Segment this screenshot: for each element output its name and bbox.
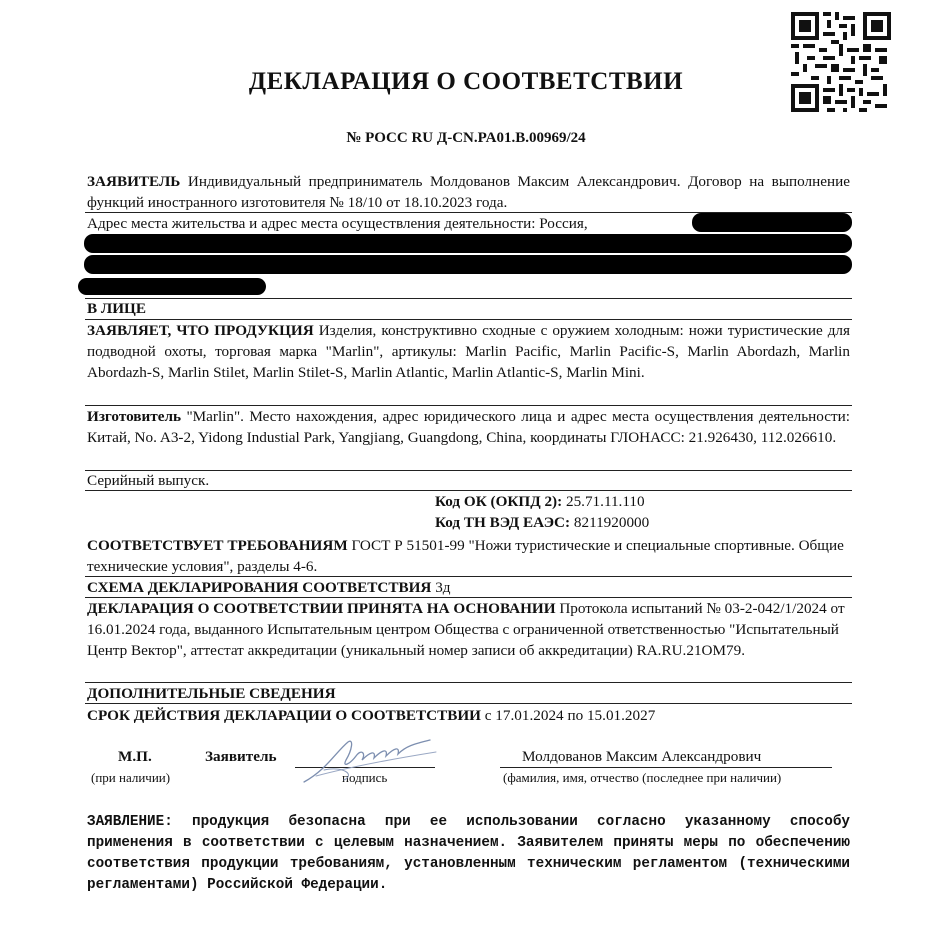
signature-caption: подпись	[342, 770, 388, 785]
okpd-code	[435, 491, 645, 512]
seal-label: М.П.	[118, 748, 152, 765]
name-caption: (фамилия, имя, отчество (последнее при наличии)	[503, 770, 782, 785]
document-title: ДЕКЛАРАЦИЯ О СООТВЕТСТВИИ	[248, 68, 684, 95]
basis-label: ДЕКЛАРАЦИЯ О СООТВЕТСТВИИ ПРИНЯТА НА ОСНОВАНИИ	[87, 600, 556, 617]
applicant-signature-label: Заявитель	[205, 748, 277, 765]
applicant-address: Адрес места жительства и адрес места осуществления деятельности: Россия,	[87, 215, 588, 232]
manufacturer-label: Изготовитель	[87, 408, 182, 425]
applicant-text: Индивидуальный предприниматель Молдованов Максим Александрович. Договор на выполнение функций иностранного изготовителя № 18/10 от 18.10.2023 года.	[87, 173, 851, 211]
requirements-label: СООТВЕТСТВУЕТ ТРЕБОВАНИЯМ	[87, 537, 348, 554]
product-label: ЗАЯВЛЯЕТ, ЧТО ПРОДУКЦИЯ	[87, 322, 314, 339]
name-line	[500, 767, 832, 768]
scheme-value: 3д	[435, 579, 451, 596]
redaction-bar	[84, 234, 852, 253]
applicant-section	[87, 171, 850, 213]
redaction-bar	[84, 255, 852, 274]
manufacturer-section	[87, 406, 850, 448]
okpd-label: Код ОК (ОКПД 2):	[435, 493, 563, 510]
applicant-label: ЗАЯВИТЕЛЬ	[87, 173, 181, 190]
document-number: № РОСС RU Д-CN.PA01.B.00969/24	[346, 130, 586, 146]
tnved-value: 8211920000	[573, 514, 650, 531]
basis-section	[87, 598, 850, 661]
qr-code	[791, 12, 891, 112]
redaction-bar	[78, 278, 266, 295]
represented-label: В ЛИЦЕ	[87, 300, 146, 317]
validity-section	[87, 705, 850, 726]
basis-text: Протокола испытаний № 03-2-042/1/2024 от 16.01.2024 года, выданного Испытательным центром Общества с ограниченной ответственностью "Испытательный Центр Вектор", аттестат аккредитации (уникальный номер записи об аккредитации) RA.RU.21ОМ79.	[87, 600, 845, 659]
validity-label: СРОК ДЕЙСТВИЯ ДЕКЛАРАЦИИ О СООТВЕТСТВИИ	[87, 707, 481, 724]
signature-image	[296, 730, 441, 790]
requirements-section	[87, 535, 850, 577]
safety-statement: ЗАЯВЛЕНИЕ: продукция безопасна при ее использовании согласно указанному способу применения в соответствии с целевым назначением. Заявителем приняты меры по обеспечению соответствия продукции требованиям, установленным техническим регламентом (техническими регламентами) Российской Федерации.	[87, 814, 850, 893]
okpd-value: 25.71.11.110	[565, 493, 645, 510]
product-section	[87, 320, 850, 383]
signer-name: Молдованов Максим Александрович	[522, 748, 762, 765]
tnved-code	[435, 512, 649, 533]
divider	[85, 703, 852, 704]
additional-label: ДОПОЛНИТЕЛЬНЫЕ СВЕДЕНИЯ	[87, 685, 336, 702]
serial-production: Серийный выпуск.	[87, 472, 210, 489]
scheme-label: СХЕМА ДЕКЛАРИРОВАНИЯ СООТВЕТСТВИЯ	[87, 579, 432, 596]
scheme-section	[87, 577, 850, 598]
requirements-text: ГОСТ Р 51501-99 "Ножи туристические и специальные спортивные. Общие технические условия", разделы 4-6.	[87, 537, 844, 575]
redaction-bar	[692, 213, 852, 232]
product-text: Изделия, конструктивно сходные с оружием холодным: ножи туристические для подводной охоты, торговая марка "Marlin", артикулы: Marlin Pacific, Marlin Pacific-S, Marlin Abordazh, Marlin Abordazh-S, Marlin Stilet, Marlin Stilet-S, Marlin Atlantic, Marlin Atlantic-S, Marlin Mini.	[87, 322, 850, 381]
seal-note: (при наличии)	[91, 770, 171, 785]
validity-text: с 17.01.2024 по 15.01.2027	[484, 707, 656, 724]
tnved-label: Код ТН ВЭД ЕАЭС:	[435, 514, 571, 531]
manufacturer-text: "Marlin". Место нахождения, адрес юридического лица и адрес места осуществления деятельности: Китай, No. A3-2, Yidong Industial Park, Yangjiang, Guangdong, China, координаты ГЛОНАСС: 21.926430, 112.026610.	[87, 408, 851, 446]
